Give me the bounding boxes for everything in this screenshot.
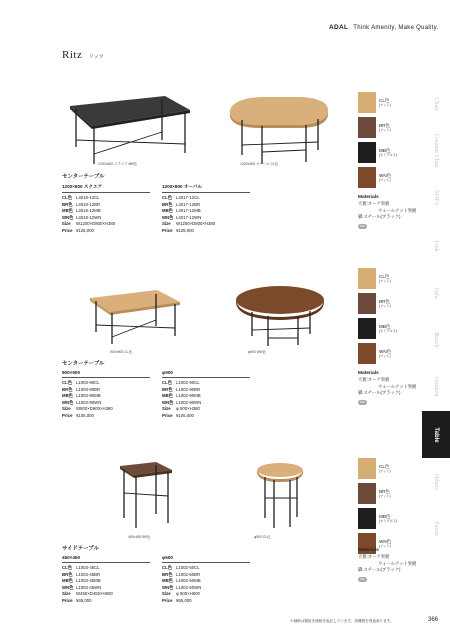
tab-counter-chair[interactable]: Counter Chair (433, 133, 439, 169)
finish-samples (358, 268, 428, 368)
tab-fabric[interactable]: Fabric (433, 521, 439, 537)
spec-block: 450×450 CL色 L1003-45CL BR色 L1003-45BR MB色 L1003-45MB WN色 L1003-45WN Size W450×D450×H500 Price ¥49,000 (62, 555, 150, 605)
swatch-mb (358, 142, 376, 163)
materials-heading: Materials (358, 548, 379, 553)
materials-heading: Materials (358, 195, 379, 200)
page-number: 366 (428, 617, 439, 623)
tab-sofa-upper[interactable]: SOFA (433, 190, 439, 206)
swatch-mb (358, 318, 376, 339)
section-heading: サイドテーブル (62, 546, 99, 552)
tab-link[interactable]: Link (433, 239, 439, 252)
finish-samples (358, 458, 428, 558)
finish-mb: MB色 (セミグロス) (358, 508, 428, 531)
image-caption: 1200×800 オーバル CL色 (240, 162, 279, 166)
product-image-row (62, 448, 352, 533)
fsc-badge: FSC (359, 400, 366, 405)
table-side-450-br-image (120, 462, 172, 528)
finish-cl: CL色 (マット) (358, 268, 428, 291)
fsc-badge: FSC (359, 577, 366, 582)
swatch-mb (358, 508, 376, 529)
finish-cl: CL色 (マット) (358, 458, 428, 481)
table-square-mb-image (70, 96, 190, 164)
finish-cl: CL色 (マット) (358, 92, 428, 115)
finish-mb: MB色 (セミグロス) (358, 318, 428, 341)
finish-br: BR色 (マット) (358, 483, 428, 506)
finish-samples (358, 92, 428, 192)
tab-outdoor[interactable]: Outdoor (433, 377, 439, 398)
materials-heading: Materials (358, 371, 379, 376)
tab-chair[interactable]: Chair (433, 96, 439, 111)
fsc-badge: FSC (359, 224, 366, 229)
materials-block: Materials 天板:オーク突板 ウォールナット突板 脚:スチール(ブラック) FSC (358, 195, 428, 229)
product-title-en: Ritz (62, 49, 83, 61)
spec-block: 1200×800 オーバル CL色 L4017-12CL BR色 L4017-12BR MB色 L4017-12MB WN色 L4017-12WN Size W1200×D800×H380 Price ¥125,000 (162, 184, 250, 235)
brand-name: ADAL (329, 24, 349, 31)
finish-mb: MB色 (セミグロス) (358, 142, 428, 165)
image-caption: 1200×800 スクエア MB色 (98, 162, 138, 166)
spec-header: 1200×800 オーバル (162, 184, 250, 193)
spec-block: φ500 CL色 L1002-50CL BR色 L1002-50BR MB色 L1002-50MB WN色 L1002-50WN Size φ 500×H500 Price ¥55,000 (162, 555, 250, 605)
finish-br: BR色 (マット) (358, 117, 428, 140)
finish-wn: WN色 (マット) (358, 343, 428, 366)
spec-block: φ900 CL色 L1002-90CL BR色 L1002-90BR MB色 L1002-90MB WN色 L1002-90WN Size φ 900×H380 Price ¥105,000 (162, 370, 250, 420)
spec-header: 450×450 (62, 555, 150, 563)
tab-bench[interactable]: Bench (433, 332, 439, 348)
materials-block: Materials 天板:オーク突板 ウォールナット突板 脚:スチール(ブラック) FSC (358, 371, 428, 405)
image-caption: 450×450 BR色 (128, 535, 151, 539)
finish-wn: WN色 (マット) (358, 533, 428, 556)
swatch-cl (358, 458, 376, 479)
materials-block: Materials 天板:オーク突板 ウォールナット突板 脚:スチール(ブラック) FSC (358, 548, 428, 582)
spec-block: 900×900 CL色 L1003-90CL BR色 L1003-90BR MB色 L1003-90MB WN色 L1003-90WN Size W900×D900×H380 Price ¥105,000 (62, 370, 150, 420)
table-oval-cl-image (230, 97, 328, 164)
table-square-900-cl-image (90, 290, 180, 344)
section-heading: センターテーブル (62, 361, 105, 367)
section-heading: センターテーブル (62, 174, 105, 180)
spec-header: φ500 (162, 555, 250, 563)
finish-br: BR色 (マット) (358, 293, 428, 316)
swatch-cl (358, 268, 376, 289)
spec-header: 1200×800 スクエア (62, 184, 150, 193)
brand-tagline: Think Amenity, Make Quality. (353, 25, 439, 31)
swatch-wn (358, 343, 376, 364)
spec-block: 1200×800 スクエア CL色 L4018-12CL BR色 L4018-12BR MB色 L4018-12MB WN色 L4018-12WN Size W1200×D800×H380 Price ¥125,000 (62, 184, 150, 235)
brand-header (329, 24, 438, 31)
table-side-500-cl-image (257, 463, 303, 528)
product-title (62, 45, 104, 63)
image-caption: φ500 CL色 (254, 535, 271, 539)
table-round-900-wn-image (236, 286, 324, 346)
finish-wn: WN色 (マット) (358, 167, 428, 190)
tax-note: ※価格は税抜き価格を表記しています。消費税を別途承ります。 (290, 619, 394, 623)
spec-header: 900×900 (62, 370, 150, 378)
tab-others[interactable]: Others (433, 474, 439, 491)
tab-table[interactable]: Table (422, 411, 450, 458)
swatch-br (358, 117, 376, 138)
swatch-br (358, 293, 376, 314)
swatch-wn (358, 167, 376, 188)
spec-header: φ900 (162, 370, 250, 378)
product-title-jp: リッツ (88, 54, 104, 60)
tab-sofa[interactable]: Sofa (433, 287, 439, 299)
image-caption: 900×900 CL色 (110, 350, 132, 354)
swatch-br (358, 483, 376, 504)
product-image-row (62, 268, 352, 353)
image-caption: φ900 WN色 (248, 350, 266, 354)
swatch-cl (358, 92, 376, 113)
